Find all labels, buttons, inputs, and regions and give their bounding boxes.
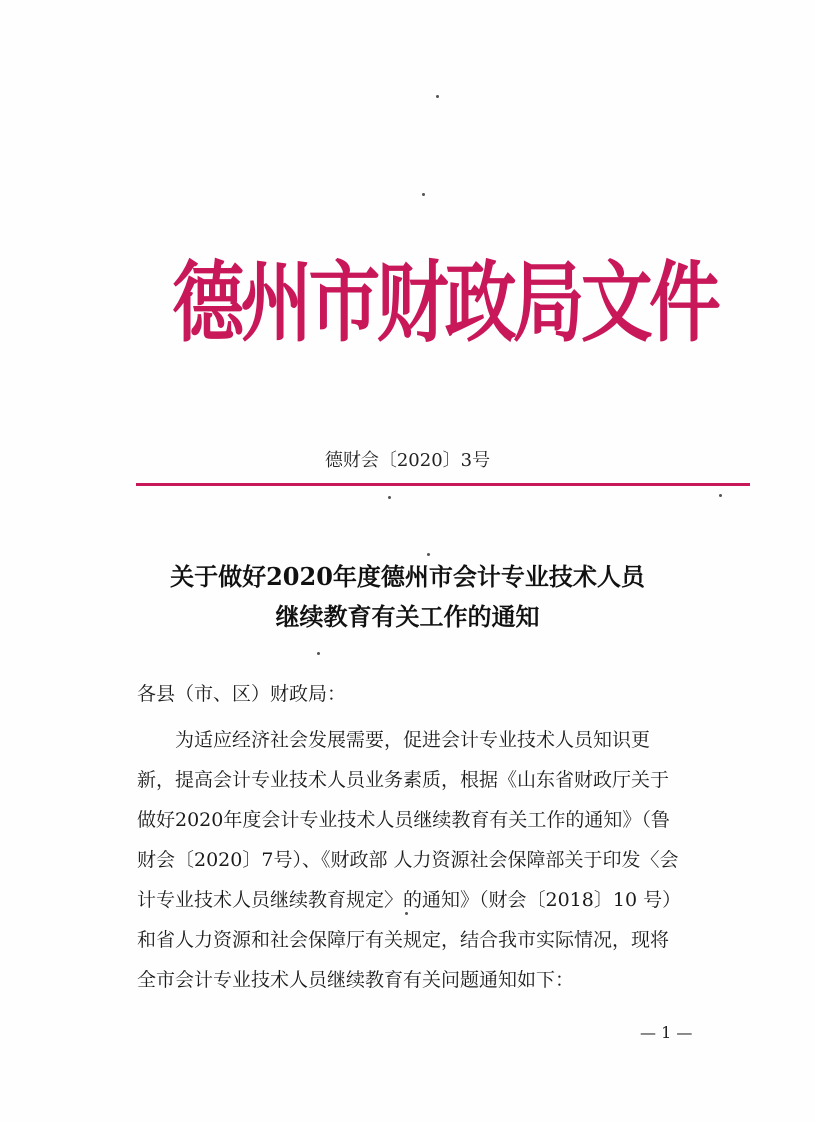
paragraph-line: 和省人力资源和社会保障厅有关规定，结合我市实际情况，现将 [137, 929, 670, 951]
scan-speck [436, 95, 439, 98]
notice-title-line-2: 继续教育有关工作的通知 [275, 602, 540, 631]
scan-speck [719, 494, 722, 497]
paragraph-line: 新，提高会计专业技术人员业务素质，根据《山东省财政厅关于 [137, 769, 670, 791]
page-number: — 1 — [640, 1023, 693, 1042]
notice-title-line-1: 关于做好2020年度德州市会计专业技术人员 [170, 562, 645, 591]
paragraph-line: 全市会计专业技术人员继续教育有关问题通知如下： [137, 969, 575, 991]
paragraph-line: 做好2020年度会计专业技术人员继续教育有关工作的通知》（鲁 [137, 809, 670, 831]
scan-speck [388, 496, 391, 499]
salutation: 各县（市、区）财政局： [137, 683, 347, 705]
paragraph-line: 为适应经济社会发展需要，促进会计专业技术人员知识更 [137, 729, 651, 751]
paragraph-line: 计专业技术人员继续教育规定〉的通知》（财会〔2018〕10 号） [137, 889, 682, 911]
red-separator-rule [136, 483, 750, 486]
scan-speck [427, 553, 430, 556]
masthead-title: 德州市财政局文件 [172, 252, 718, 355]
scan-speck [317, 652, 320, 655]
scan-speck [422, 193, 425, 196]
paragraph-line: 财会〔2020〕7号）、《财政部 人力资源社会保障部关于印发〈会 [137, 849, 679, 871]
document-number: 德财会〔2020〕3号 [324, 450, 491, 471]
scan-speck [405, 912, 408, 915]
